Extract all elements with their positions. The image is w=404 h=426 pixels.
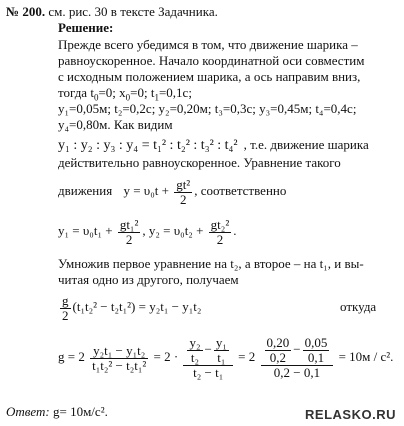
num-frac-b bbox=[303, 336, 330, 365]
gt2b-den: 2 bbox=[216, 231, 224, 247]
text-line-1: Прежде всего убедимся в том, что движение шарика – bbox=[58, 37, 358, 52]
gt2b-fraction bbox=[209, 218, 232, 247]
text-line-5: y₁=0,05м; t₂=0,2с; y₂=0,20м; t₃=0,3с; y₃=0,45м; t₄=0,4с; bbox=[58, 101, 357, 116]
gt2-den: 2 bbox=[179, 191, 187, 207]
text-line-6: y₄=0,80м. Как видим bbox=[58, 117, 173, 132]
site-watermark: RELASKO.RU bbox=[305, 407, 396, 422]
y-equations-line bbox=[58, 216, 236, 247]
g-over-2-fraction bbox=[60, 294, 71, 323]
text-line-11: Умножив первое уравнение на t₂, а второе – на t₁, и вы- bbox=[58, 256, 364, 271]
y2-equation: , y₂ = υ₀t₂ + bbox=[142, 223, 204, 238]
ratio-formula: y₁ : y₂ : y₃ : y₄ = t₁² : t₂² : t₃² : t₄² bbox=[58, 138, 238, 153]
g-frac1-den: t₁t₂² − t₂t₁² bbox=[92, 357, 147, 373]
problem-ref: см. рис. 30 в тексте Задачника. bbox=[48, 4, 218, 19]
problem-number: № 200. bbox=[6, 4, 46, 19]
g-frac3-den: 0,2 − 0,1 bbox=[273, 365, 321, 380]
minus-sign: − bbox=[204, 341, 212, 357]
t1-label: =0; t bbox=[130, 85, 155, 100]
g-den: 2 bbox=[62, 307, 69, 323]
x0-label: =0; x bbox=[98, 85, 126, 100]
motion-equation-line bbox=[58, 176, 286, 207]
text-line-2: равноускоренное. Начало координатной оси совместим bbox=[58, 53, 365, 68]
g-derivation-line bbox=[58, 336, 393, 380]
gt1-den: 2 bbox=[125, 231, 133, 247]
g-frac2-num bbox=[183, 336, 232, 366]
y2-sym: y₂ bbox=[189, 335, 201, 350]
y1-over-t1 bbox=[214, 336, 229, 365]
combined-equation: (t₁t₂² − t₂t₁²) = y₂t₁ − y₁t₂ bbox=[72, 299, 202, 314]
answer-label: Ответ: bbox=[6, 404, 50, 419]
t1-value: =0,1с; bbox=[158, 85, 192, 100]
period: . bbox=[233, 223, 237, 238]
equals-two: = 2 bbox=[238, 348, 256, 364]
motion-equation: y = υ₀t + bbox=[123, 183, 169, 198]
combined-equation-line bbox=[58, 292, 201, 323]
t2-sym: t₂ bbox=[190, 350, 200, 365]
g-fraction-3 bbox=[261, 336, 334, 380]
minus-sign-2: − bbox=[293, 341, 301, 357]
motion-tail: , соответственно bbox=[194, 183, 287, 198]
ratio-tail: , т.е. движение шарика bbox=[243, 137, 369, 152]
gt2-fraction bbox=[174, 178, 192, 207]
text-line-8: действительно равноускоренное. Уравнение такого bbox=[58, 155, 341, 170]
g-frac3-num bbox=[261, 336, 334, 366]
answer-line bbox=[6, 404, 108, 420]
otkuda-word: откуда bbox=[340, 299, 377, 314]
solution-heading: Решение: bbox=[58, 20, 114, 35]
num-frac-a bbox=[265, 336, 292, 365]
g-fraction-1 bbox=[90, 344, 148, 373]
answer-value: g= 10м/с². bbox=[53, 404, 108, 419]
text-line-4: тогда $t_0=0$; $x_0=0$; $t_1=0,1с$; bbox=[58, 85, 192, 103]
val-02: 0,2 bbox=[269, 350, 286, 365]
g-fraction-2 bbox=[183, 336, 232, 380]
g-result: = 10м / с². bbox=[338, 348, 394, 364]
gt2b-num: gt₂² bbox=[210, 216, 230, 232]
motion-label: движения bbox=[58, 183, 113, 198]
y2-over-t2 bbox=[187, 336, 202, 365]
val-01: 0,1 bbox=[307, 350, 325, 365]
val-020: 0,20 bbox=[266, 335, 290, 350]
text-line-12: читая одно из другого, получаем bbox=[58, 272, 239, 287]
g-frac1-num: y₂t₁ − y₁t₂ bbox=[90, 344, 148, 359]
g-frac2-den: t₂ − t₁ bbox=[193, 365, 224, 380]
problem-header bbox=[6, 4, 218, 20]
text-line-3: с исходным положением шарика, а ось направим вниз, bbox=[58, 69, 361, 84]
t1-sym: t₁ bbox=[217, 350, 226, 365]
y1-sym: y₁ bbox=[215, 335, 227, 350]
t0-label: тогда t bbox=[58, 85, 94, 100]
ratio-line bbox=[58, 137, 369, 154]
g-num: g bbox=[62, 292, 69, 308]
g-equals: g = 2 bbox=[58, 348, 85, 364]
gt1-num: gt₁² bbox=[119, 216, 139, 232]
y1-equation: y₁ = υ₀t₁ + bbox=[58, 223, 113, 238]
times-two: = 2 · bbox=[153, 348, 179, 364]
gt1-fraction bbox=[118, 218, 141, 247]
gt2-num: gt² bbox=[176, 176, 191, 192]
val-005: 0,05 bbox=[304, 335, 328, 350]
